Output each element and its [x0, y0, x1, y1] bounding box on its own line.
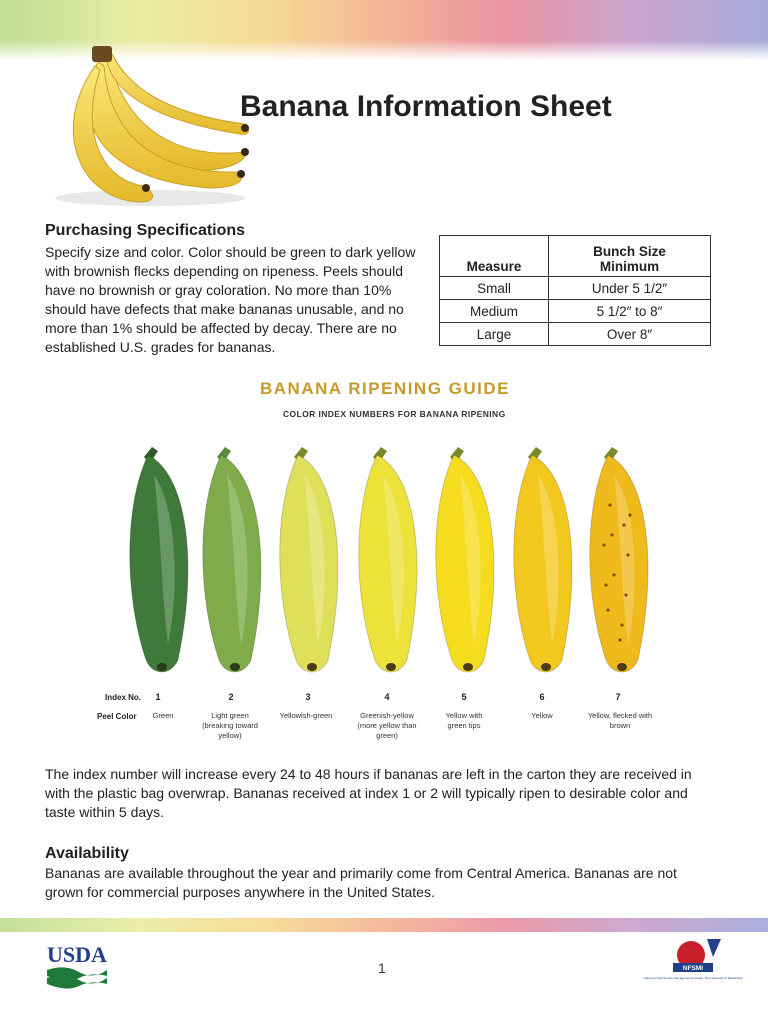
- banana-stage-1: [130, 447, 188, 672]
- stage-peel-color: Greenish-yellow (more yellow than green): [357, 711, 417, 740]
- stage-index: 2: [228, 692, 234, 702]
- stage-index: 7: [615, 692, 621, 702]
- table-row: [440, 323, 711, 346]
- col-size-line1: Bunch Size: [593, 244, 666, 259]
- banana-stage-2: [203, 447, 261, 672]
- bottom-color-band: [0, 918, 768, 932]
- index-row-label: Index No.: [105, 693, 142, 702]
- banana-stage-5: [436, 447, 494, 672]
- nfsmi-caption-line: National Food Service Management Institute, The University of Mississippi: [643, 976, 743, 980]
- banana-bunch-image: [40, 40, 260, 210]
- table-cell-measure: Large: [440, 323, 549, 346]
- availability-heading: Availability: [45, 845, 129, 862]
- banana-stage-3: [280, 447, 338, 672]
- table-cell-measure: Medium: [440, 300, 549, 323]
- table-cell-size: 5 1/2″ to 8″: [549, 300, 711, 323]
- peel-row-label: Peel Color: [97, 712, 137, 721]
- nfsmi-logo: [643, 935, 743, 993]
- banana-stage-7: [590, 447, 648, 672]
- stage-index: 6: [539, 692, 545, 702]
- table-cell-size: Under 5 1/2″: [549, 277, 711, 300]
- banana-ripening-guide: [85, 365, 685, 755]
- bunch-size-table: [439, 235, 711, 346]
- table-row: [440, 277, 711, 300]
- stage-peel-color: Light green (breaking toward yellow): [202, 711, 258, 740]
- stage-index: 1: [155, 692, 161, 702]
- stage-peel-color: Yellow: [531, 711, 553, 720]
- usda-logo-text: USDA: [47, 942, 107, 967]
- banana-stage-6: [514, 447, 572, 672]
- stage-peel-color: Yellow with green tips: [445, 711, 483, 730]
- table-header-row: [440, 236, 711, 277]
- banana-stage-4: [359, 447, 417, 672]
- table-row: [440, 300, 711, 323]
- col-measure-header: Measure: [440, 236, 549, 277]
- index-note-text: The index number will increase every 24 to 48 hours if bananas are left in the carton they are received in with the plastic bag overwrap. Bananas received at index 1 or 2 will typically ripen to desirable color and taste within 5 days.: [45, 766, 692, 820]
- usda-logo: [45, 940, 109, 988]
- banana-stage-illustrations: [85, 445, 685, 685]
- table-cell-measure: Small: [440, 277, 549, 300]
- guide-subtitle: COLOR INDEX NUMBERS FOR BANANA RIPENING: [283, 409, 506, 419]
- purchasing-heading: Purchasing Specifications: [45, 222, 246, 239]
- page-number: 1: [378, 960, 386, 976]
- purchasing-text: Specify size and color. Color should be green to dark yellow with brownish flecks depending on ripeness. Peels should have no brownish or gray coloration. No more than 10% should have defects that make bananas unusable, and no more than 1% should be affected by decay. There are no established U.S. grades for bananas.: [45, 244, 416, 355]
- stage-peel-color: Yellow, flecked with brown: [587, 711, 653, 730]
- table-cell-size: Over 8″: [549, 323, 711, 346]
- availability-text: Bananas are available throughout the year and primarily come from Central America. Bananas are not grown for commercial purposes anywhere in the United States.: [45, 865, 677, 900]
- stage-index: 5: [461, 692, 467, 702]
- col-size-header: [549, 236, 711, 277]
- stage-peel-color: Yellowish-green: [279, 711, 333, 720]
- col-size-line2: Minimum: [599, 259, 660, 274]
- stage-index: 4: [384, 692, 390, 702]
- nfsmi-logo-text: NFSMI: [682, 965, 704, 972]
- guide-title: BANANA RIPENING GUIDE: [260, 379, 510, 398]
- page-title: Banana Information Sheet: [240, 90, 612, 123]
- stage-index: 3: [305, 692, 311, 702]
- stage-peel-color: Green: [152, 711, 174, 720]
